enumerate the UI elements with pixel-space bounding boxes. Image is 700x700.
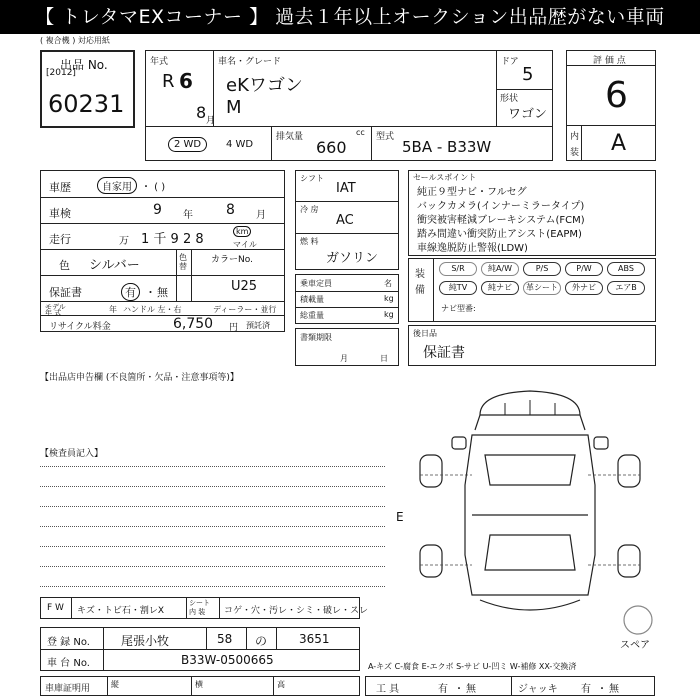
drive-2wd: 2 WD	[168, 137, 207, 152]
lot-number: 60231	[48, 90, 125, 118]
interior-label-1: 内	[570, 132, 580, 142]
after-date-label: 後日品	[413, 329, 437, 338]
interior-value: A	[611, 131, 627, 156]
color-change-label: 色替	[179, 253, 187, 271]
ac-value: AC	[336, 213, 354, 228]
seat-text: コゲ・穴・汚レ・シミ・破レ・スレ	[224, 606, 369, 616]
shaken-month: 8	[226, 202, 235, 218]
shaken-year: 9	[153, 202, 162, 218]
equipment-label: 装備	[415, 269, 425, 296]
year-value: 6	[179, 69, 193, 93]
jack-has: 有	[581, 684, 591, 695]
interior-label-2: 装	[570, 148, 580, 158]
registration-label: 登 録 No.	[47, 637, 90, 648]
ac-label: 冷 房	[300, 205, 319, 214]
lot-label: 出品 No.	[60, 58, 108, 72]
equip-ext-navi: 外ナビ	[565, 281, 603, 295]
score-value: 6	[605, 75, 628, 116]
mileage-mile: マイル	[233, 240, 257, 249]
color-value: シルバー	[89, 258, 140, 273]
equip-airbag: エアB	[607, 281, 645, 295]
chassis-label: 車 台 No.	[47, 658, 90, 669]
vehicle-info-table: 車歴 自家用 ・ ( ) 車検 9 年 8 月 走行 万 1 千 9 2 8 km マイル 色 シルバー 色替 カラーNo. 保証書 有 ・ 無 U25 モデル 年 式 年 ハンドル 左・右 ディーラー・並行 リサイクル料金 6,750 円 預託済	[40, 170, 285, 332]
capacity-unit-0: 名	[384, 279, 392, 288]
sales-point-4: 車線逸脱防止警報(LDW)	[417, 243, 528, 254]
shift-value: IAT	[336, 181, 356, 196]
recycle-label: リサイクル料金	[49, 322, 111, 332]
after-date-box	[408, 325, 656, 366]
model-year-label-2: 年 式	[45, 309, 62, 317]
fw-text: キズ・トビ石・割レX	[77, 606, 164, 616]
certificate-label: 車庫証明用	[45, 684, 91, 694]
docs-expiry-day: 日	[380, 354, 388, 363]
tools-has: 有	[438, 684, 448, 695]
displacement-unit: cc	[356, 128, 365, 137]
doors-value: 5	[522, 64, 534, 85]
after-date-value: 保証書	[423, 345, 465, 361]
model-year-year: 年	[109, 305, 117, 314]
shaken-label: 車検	[49, 207, 71, 220]
docs-expiry-box	[295, 328, 399, 366]
year-label: 年式	[150, 57, 169, 67]
equipment-box	[408, 258, 656, 322]
shaken-year-unit: 年	[183, 210, 193, 221]
color-label: 色	[59, 259, 70, 272]
body-label: 形状	[500, 94, 519, 104]
banner-title: 【 トレタマEXコーナー 】 過去１年以上オークション出品歴がない車両	[0, 0, 700, 34]
month-unit: 月	[206, 116, 216, 126]
equip-abs: ABS	[607, 262, 645, 276]
history-rest: ・ ( )	[141, 182, 166, 193]
equip-tv: 純TV	[439, 281, 477, 295]
dealer-option: ディーラー・並行	[213, 305, 277, 314]
registration-place: 尾張小牧	[121, 634, 170, 648]
mileage-value: 1 千 9 2 8	[141, 232, 204, 247]
sales-point-0: 純正９型ナビ・フルセグ	[417, 187, 527, 198]
equip-sr: S/R	[439, 262, 477, 276]
capacity-unit-1: kg	[384, 294, 394, 303]
drive-4wd: 4 WD	[226, 139, 254, 150]
capacity-label-1: 積載量	[300, 295, 324, 304]
fw-label: F W	[47, 603, 64, 613]
fw-row	[40, 597, 369, 619]
car-name-label: 車名・グレード	[218, 57, 282, 67]
seller-notes-label: 【出品店申告欄 (不良箇所・欠品・注意事項等)】	[40, 373, 239, 383]
year-era: R	[162, 71, 175, 92]
equip-leather: 革シート	[523, 281, 561, 295]
damage-mark: E	[396, 510, 404, 524]
shift-label: シフト	[300, 174, 324, 183]
registration-kana: の	[255, 634, 268, 648]
registration-table	[40, 627, 360, 671]
recycle-note: 預託済	[246, 321, 270, 330]
tools-none: 無	[466, 684, 476, 695]
spec-table	[295, 170, 399, 270]
score-box	[566, 50, 656, 161]
sales-point-3: 踏み間違い衝突防止アシスト(EAPM)	[417, 229, 582, 240]
mileage-label: 走行	[49, 233, 71, 246]
capacity-label-0: 乗車定員	[300, 279, 332, 288]
mileage-man: 万	[119, 236, 129, 247]
history-label: 車歴	[49, 181, 71, 194]
jack-label: ジャッキ	[518, 684, 558, 695]
color-no-label: カラーNo.	[211, 255, 253, 265]
lot-year-tag: [2012]	[46, 68, 76, 78]
model-code-label: 型式	[376, 132, 395, 142]
certificate-cell-2: 高	[277, 680, 285, 689]
handle-option: ハンドル 左・右	[123, 305, 182, 314]
docs-expiry-month: 月	[340, 354, 348, 363]
history-option: 自家用	[97, 177, 137, 194]
model-year-label-1: モデル	[45, 303, 66, 311]
car-diagram	[400, 375, 660, 620]
score-label: 評 価 点	[593, 56, 626, 66]
docs-expiry-label: 書類期限	[300, 333, 332, 342]
mileage-km: km	[233, 226, 251, 237]
recycle-unit: 円	[229, 323, 239, 333]
seat-label: シート 内 装	[189, 599, 210, 616]
inspector-label: 【検査員記入】	[40, 449, 104, 459]
sales-points-box	[408, 170, 656, 256]
fuel-value: ガソリン	[326, 251, 379, 266]
recycle-value: 6,750	[173, 316, 214, 332]
car-grade: M	[226, 97, 242, 118]
certificate-cell-1: 横	[195, 680, 203, 689]
warranty-label: 保証書	[49, 286, 82, 299]
tools-jack-row: 工 具 有 ・ 無 ジャッキ 有 ・ 無	[365, 676, 655, 696]
month-value: 8	[196, 103, 207, 122]
chassis-value: B33W-0500665	[181, 653, 274, 667]
shaken-month-unit: 月	[256, 210, 266, 221]
capacity-table	[295, 274, 399, 324]
lot-box	[40, 50, 135, 128]
certificate-cell-0: 縦	[111, 680, 119, 689]
jack-none: 無	[609, 684, 619, 695]
warranty-none: 無	[157, 286, 168, 299]
sales-point-1: バックカメラ(インナーミラータイプ)	[417, 201, 585, 212]
displacement-value: 660	[316, 138, 347, 157]
spare-label: スペア	[620, 640, 650, 651]
capacity-label-2: 総重量	[300, 311, 324, 320]
header-box	[145, 50, 553, 161]
tools-label: 工 具	[376, 684, 400, 695]
sales-points-label: セールスポイント	[413, 173, 477, 182]
model-code: 5BA - B33W	[402, 138, 492, 156]
registration-class: 58	[217, 632, 233, 646]
equip-ps: P/S	[523, 262, 561, 276]
body-value: ワゴン	[508, 107, 548, 122]
fuel-label: 燃 料	[300, 237, 319, 246]
doors-label: ドア	[501, 57, 519, 67]
car-name: eKワゴン	[226, 75, 303, 96]
displacement-label: 排気量	[276, 132, 304, 142]
warranty-has: 有	[121, 283, 140, 301]
equip-aw: 純A/W	[481, 262, 519, 276]
color-no: U25	[231, 279, 258, 294]
equip-pw: P/W	[565, 262, 603, 276]
damage-legend: A-キズ C-腐食 E-エクボ S-サビ U-凹ミ W-補修 XX-交換済	[368, 662, 577, 671]
registration-number: 3651	[299, 632, 330, 646]
top-note: ( 複合機 ) 対応用紙	[40, 36, 110, 45]
certificate-row	[40, 676, 360, 696]
navi-card-label: ナビ型番:	[441, 304, 476, 313]
capacity-unit-2: kg	[384, 310, 394, 319]
spare-tire-icon	[622, 604, 654, 636]
sales-point-2: 衝突被害軽減ブレーキシステム(FCM)	[417, 215, 585, 226]
equip-navi: 純ナビ	[481, 281, 519, 295]
